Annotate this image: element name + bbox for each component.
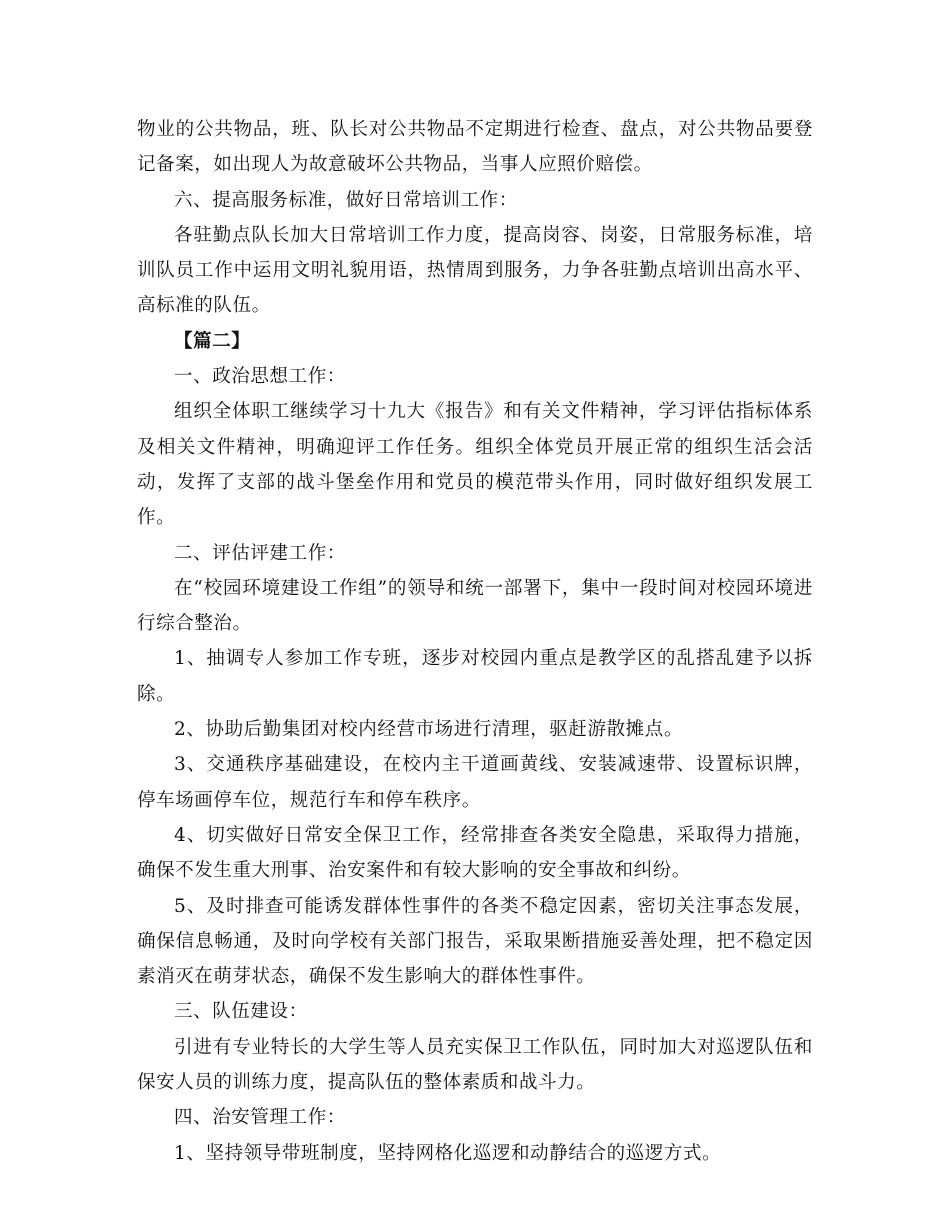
paragraph: 组织全体职工继续学习十九大《报告》和有关文件精神，学习评估指标体系及相关文件精神，明确迎评工作任务。组织全体党员开展正常的组织生活会活动，发挥了支部的战斗堡垒作用和党员的模范带头作用，同时做好组织发展工作。 (137, 401, 813, 529)
paragraph-continued: 物业的公共物品，班、队长对公共物品不定期进行检查、盘点，对公共物品要登记备案，如出现人为故意破坏公共物品，当事人应照价赔偿。 (137, 119, 813, 176)
document-page (137, 112, 813, 1171)
section-heading-2: 二、评估评建工作： (174, 542, 346, 564)
section-heading-4: 四、治安管理工作： (174, 1107, 346, 1129)
section-heading-3: 三、队伍建设： (174, 1001, 308, 1023)
list-item: 1、抽调专人参加工作专班，逐步对校园内重点是教学区的乱搭乱建予以拆除。 (137, 648, 813, 705)
list-item: 2、协助后勤集团对校内经营市场进行清理，驱赶游散摊点。 (174, 719, 683, 741)
paragraph: 各驻勤点队长加大日常培训工作力度，提高岗容、岗姿，日常服务标准，培训队员工作中运用文明礼貌用语，热情周到服务，力争各驻勤点培训出高水平、高标准的队伍。 (137, 224, 813, 317)
section-heading-1: 一、政治思想工作： (174, 366, 346, 388)
paragraph: 引进有专业特长的大学生等人员充实保卫工作队伍，同时加大对巡逻队伍和保安人员的训练力度，提高队伍的整体素质和战斗力。 (137, 1036, 813, 1094)
paragraph: 在“校园环境建设工作组”的领导和统一部署下，集中一段时间对校园环境进行综合整治。 (137, 577, 813, 635)
part-two-heading: 【篇二】 (174, 330, 251, 352)
section-heading-6: 六、提高服务标准，做好日常培训工作： (174, 189, 518, 211)
list-item: 3、交通秩序基础建设，在校内主干道画黄线、安装减速带、设置标识牌，停车场画停车位，规范行车和停车秩序。 (137, 754, 813, 811)
list-item: 5、及时排查可能诱发群体性事件的各类不稳定因素，密切关注事态发展，确保信息畅通，及时向学校有关部门报告，采取果断措施妥善处理，把不稳定因素消灭在萌芽状态，确保不发生影响大的群体性事件。 (137, 895, 813, 988)
list-item: 4、切实做好日常安全保卫工作，经常排查各类安全隐患，采取得力措施，确保不发生重大刑事、治安案件和有较大影响的安全事故和纠纷。 (137, 824, 813, 882)
list-item: 1、坚持领导带班制度，坚持网格化巡逻和动静结合的巡逻方式。 (174, 1142, 722, 1164)
